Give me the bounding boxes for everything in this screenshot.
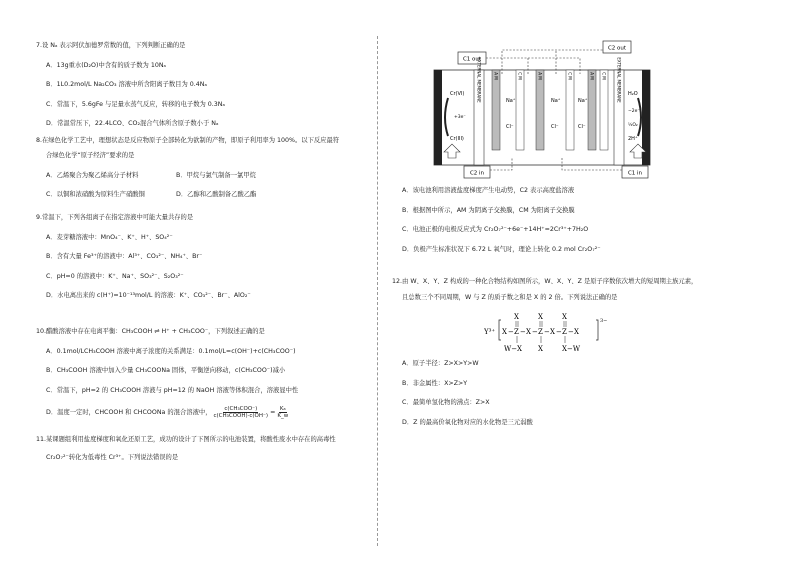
cl-ion-1: Cl⁻	[506, 124, 514, 130]
left-reaction-arrow	[445, 98, 448, 136]
q7-stem: 7.设 Nₐ 表示阿伏加德罗常数的值，下列判断正确的是	[36, 42, 186, 49]
q8-stem: 8.在绿色化学工艺中，理想状态是反应物原子全部转化为欲制的产物，即原子利用率为 100%。以下反应最符	[36, 137, 340, 144]
q8-option-d: D．乙醇和乙酸制备乙酸乙酯	[176, 191, 257, 198]
q12-option-d: D．Z 的最高价氧化物对应的水化物是三元弱酸	[402, 418, 533, 426]
q8-option-b: B．甲烷与氯气制备一氯甲烷	[176, 171, 256, 179]
right-electron-label: −2e⁻	[628, 109, 640, 114]
structure-top-x-2: X	[538, 313, 543, 321]
c2-out-label: C2 out	[607, 45, 627, 52]
question-11	[36, 436, 336, 462]
structure-bottom-x: X	[538, 345, 543, 353]
cr-vi-label: Cr(VI)	[450, 91, 465, 97]
right-reaction-arrow	[638, 98, 641, 136]
q12-option-b: B．非金属性：X>Z>Y	[402, 379, 468, 387]
q11-option-c: C．电池正极的电极反应式为 Cr₂O₇²⁻+6e⁻+14H⁺=2Cr³⁺+7H₂O	[402, 226, 589, 233]
c1-out-label: C1 out	[462, 56, 482, 63]
svg-text:−: −	[520, 328, 526, 336]
c1-in-label: C1 in	[627, 170, 643, 177]
q10-option-b: B．CH₃COOH 溶液中加入少量 CH₃COONa 固体，平衡逆向移动，c(CH₃COO⁻)减小	[46, 367, 286, 374]
q10-fraction-1	[214, 406, 269, 419]
cm-membrane-1	[516, 70, 524, 150]
q12-stem: 12.由 W、X、Y、Z 构成的一种化合物结构如图所示，W、X、Y、Z 是原子序数依次增大的短周期主族元素，	[392, 278, 698, 285]
q11-option-b: B．根据图中所示，AM 为阴离子交换膜，CM 为阳离子交换膜	[402, 206, 575, 214]
q8-options-row-1	[36, 172, 339, 180]
structure-bottom-right: X−W	[562, 345, 581, 353]
q9-option-c: C．pH=0 的溶液中：K⁺、Na⁺、SO₃²⁻、S₂O₃²⁻	[46, 272, 184, 280]
c1-in-flow-line	[562, 158, 622, 170]
svg-text:−: −	[568, 328, 574, 336]
question-9	[36, 214, 251, 300]
structure-z-1: Z	[514, 328, 519, 336]
h2o-label: H₂O	[628, 91, 638, 97]
cm-membrane-2	[566, 70, 574, 150]
am-label-2: A M	[537, 72, 543, 80]
question-12	[392, 278, 697, 302]
left-electron-label: +3e⁻	[454, 115, 466, 120]
q8-option-a: A．乙烯聚合为聚乙烯高分子材料	[46, 171, 139, 179]
battery-cell-diagram	[430, 40, 662, 180]
structure-charge: 3−	[600, 318, 608, 324]
cm-membrane-3	[600, 70, 608, 150]
structure-y-cation: Y³⁺	[484, 328, 496, 336]
question-8	[36, 137, 339, 199]
question-7	[36, 42, 225, 128]
structure-x-3: X	[550, 328, 555, 336]
q11-stem: 11.某课题组利用盐度梯度和氧化还原工艺，成功的设计了下图所示的电池装置，将酸性废水中存在的高毒性	[36, 436, 336, 443]
q7-option-a: A．13g重水(D₂O)中含有的质子数为 10Nₐ	[46, 61, 167, 69]
structure-z-3: Z	[562, 328, 567, 336]
q10-frac2-num: Kₐ	[279, 406, 286, 412]
q10-stem: 10.醋酸溶液中存在电离平衡：CH₃COOH ⇌ H⁺ + CH₃COO⁻，下列叙述正确的是	[36, 328, 265, 335]
cr-iii-label: Cr(III)	[450, 136, 464, 142]
am-membrane-2	[536, 70, 544, 150]
o2-label: ½O₂	[628, 123, 638, 128]
left-membrane-label: EXTERNAL MEMBRANE	[476, 57, 482, 103]
svg-text:−: −	[556, 328, 562, 336]
q12-option-c: C．最简单氢化物的沸点：Z>X	[402, 399, 490, 406]
q10-option-c: C．常温下，pH=2 的 CH₃COOH 溶液与 pH=12 的 NaOH 溶液等体积混合，溶液显中性	[46, 386, 299, 394]
q10-frac-den: c(CH₃COOH)·c(OH⁻)	[213, 413, 269, 419]
na-ion-1: Na⁺	[506, 98, 516, 104]
structure-left-bracket	[499, 320, 501, 340]
q12-stem-line2: 且总数三个不同周期，W 与 Z 的质子数之和是 X 的 2 倍。下列说法正确的是	[402, 294, 618, 301]
q10-option-d: D．温度一定时，CHCOOH 和 CHCOONa 的混合溶液中， c(CH₃COO⁻) c(CH₃COOH)·c(OH⁻) = $\frac{\text{Kₐ}}{K\_w}$	[46, 406, 289, 419]
c2-in-label: C2 in	[469, 170, 485, 177]
structure-x-4: X	[574, 328, 579, 336]
left-inlet-arrow	[444, 144, 460, 158]
svg-text:−: −	[544, 328, 550, 336]
structure-single-bonds	[517, 336, 565, 343]
q8-option-c: C．以铜和浓硝酸为原料生产硝酸铜	[46, 191, 145, 198]
cl-ion-2: Cl⁻	[551, 124, 559, 130]
q10-fraction-2	[277, 406, 288, 419]
q10-frac-num: c(CH₃COO⁻)	[224, 406, 258, 412]
structure-bottom-left: W−X	[504, 345, 523, 353]
am-label-3: A M	[589, 72, 595, 80]
cm-label-3: C M	[601, 72, 607, 80]
structure-top-x-1: X	[514, 313, 519, 321]
q9-option-a: A．麦芽糖溶液中：MnO₄⁻、K⁺、H⁺、SO₄²⁻	[46, 233, 173, 241]
svg-text:−: −	[532, 328, 538, 336]
q8-options-row-2	[36, 191, 339, 199]
q8-stem-line2: 合绿色化学“原子经济”要求的是	[46, 152, 135, 159]
structure-right-bracket	[596, 320, 598, 340]
cl-ion-3: Cl⁻	[578, 124, 586, 130]
na-ion-3: Na⁺	[578, 98, 588, 104]
question-10	[36, 328, 298, 419]
am-label-1: A M	[493, 72, 499, 80]
left-column	[36, 28, 366, 552]
q9-option-d: D．水电离出来的 c(H⁺)=10⁻¹³mol/L 的溶液：K⁺、CO₃²⁻、Br⁻、AlO₂⁻	[46, 292, 251, 299]
svg-text:−: −	[508, 328, 514, 336]
cm-label-1: C M	[517, 72, 523, 80]
q7-option-c: C．常温下，5.6gFe 与足量水蒸气反应，转移的电子数为 0.3Nₐ	[46, 100, 225, 108]
q11-option-a: A．该电池利用溶液盐度梯度产生电动势，C2 表示高度盐溶液	[402, 187, 575, 194]
h-plus-label: 2H⁺	[628, 136, 638, 142]
question-11-options	[392, 187, 601, 254]
column-divider	[377, 36, 378, 546]
q11-option-d: D．负极产生标准状况下 6.72 L 氧气时，理论上转化 0.2 mol Cr₂O₇²⁻	[402, 245, 601, 253]
q7-option-b: B．1L0.2mol/L Na₂CO₃ 溶液中所含阳离子数目为 0.4Nₐ	[46, 81, 207, 88]
compound-structure	[484, 312, 614, 356]
q7-option-d: D．常温常压下，22.4LCO、CO₂混合气体所含原子数小于 Nₐ	[46, 120, 219, 127]
cm-label-2: C M	[567, 72, 573, 80]
q10-frac2-den: K_w	[277, 413, 289, 419]
q11-stem-line2: Cr₂O₇²⁻转化为低毒性 Cr³⁺。下列说法错误的是	[46, 454, 179, 461]
q9-stem: 9.常温下，下列各组离子在指定溶液中可能大量共存的是	[36, 214, 194, 221]
c2-in-flow-line	[490, 158, 512, 170]
right-membrane-label: EXTERNAL MEMBRANE	[616, 57, 622, 103]
q10-option-a: A．0.1mol/LCH₃COOH 溶液中离子浓度的关系满足：0.1mol/L=c(OH⁻)+c(CH₃COO⁻)	[46, 347, 296, 355]
na-ion-2: Na⁺	[551, 98, 561, 104]
q9-option-b: B．含有大量 Fe³⁺的溶液中：Al³⁺、CO₃²⁻、NH₄⁺、Br⁻	[46, 253, 203, 260]
am-membrane-1	[492, 70, 500, 150]
structure-top-x-3: X	[562, 313, 567, 321]
structure-x-1: X	[502, 328, 507, 336]
q10-option-d-text: D．温度一定时，CHCOOH 和 CHCOONa 的混合溶液中，	[46, 408, 212, 416]
am-membrane-3	[588, 70, 596, 150]
structure-x-2: X	[526, 328, 531, 336]
left-electrode	[434, 70, 442, 165]
q12-option-a: A．原子半径：Z>X>Y>W	[402, 360, 479, 367]
structure-z-2: Z	[538, 328, 543, 336]
question-12-options	[392, 360, 533, 427]
structure-double-bonds	[516, 321, 566, 327]
